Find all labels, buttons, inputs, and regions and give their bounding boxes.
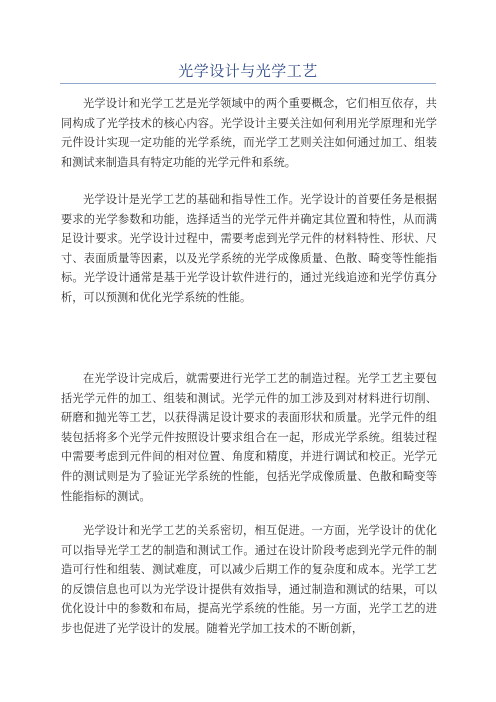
paragraph-1: 光学设计和光学工艺是光学领域中的两个重要概念，它们相互依存，共同构成了光学技术的核心内容。光学设计主要关注如何利用光学原理和光学元件设计实现一定功能的光学系统，而光学工艺则关注如何通过加工、组装和测试来制造具有特定功能的光学元件和系统。: [61, 97, 437, 169]
paragraph-3: 在光学设计完成后，就需要进行光学工艺的制造过程。光学工艺主要包括光学元件的加工、组装和测试。光学元件的加工涉及到对材料进行切削、研磨和抛光等工艺，以获得满足设计要求的表面形状和质量。光学元件的组装包括将多个光学元件按照设计要求组合在一起，形成光学系统。组装过程中需要考虑到元件间的相对位置、角度和精度，并进行调试和校正。光学元件的测试则是为了验证光学系统的性能，包括光学成像质量、色散和畸变等性能指标的测试。: [61, 372, 437, 503]
page-title: 光学设计与光学工艺: [178, 62, 318, 80]
title-divider: [60, 83, 436, 84]
paragraph-2: 光学设计是光学工艺的基础和指导性工作。光学设计的首要任务是根据要求的光学参数和功能，选择适当的光学元件并确定其位置和特性，从而满足设计要求。光学设计过程中，需要考虑到光学元件的材料特性、形状、尺寸、表面质量等因素，以及光学系统的光学成像质量、色散、畸变等性能指标。光学设计通常是基于光学设计软件进行的，通过光线追迹和光学仿真分析，可以预测和优化光学系统的性能。: [61, 193, 437, 304]
paragraph-4: 光学设计和光学工艺的关系密切，相互促进。一方面，光学设计的优化可以指导光学工艺的制造和测试工作。通过在设计阶段考虑到光学元件的制造可行性和组装、测试难度，可以减少后期工作的复杂度和成本。光学工艺的反馈信息也可以为光学设计提供有效指导，通过制造和测试的结果，可以优化设计中的参数和布局，提高光学系统的性能。另一方面，光学工艺的进步也促进了光学设计的发展。随着光学加工技术的不断创新，: [61, 524, 437, 635]
